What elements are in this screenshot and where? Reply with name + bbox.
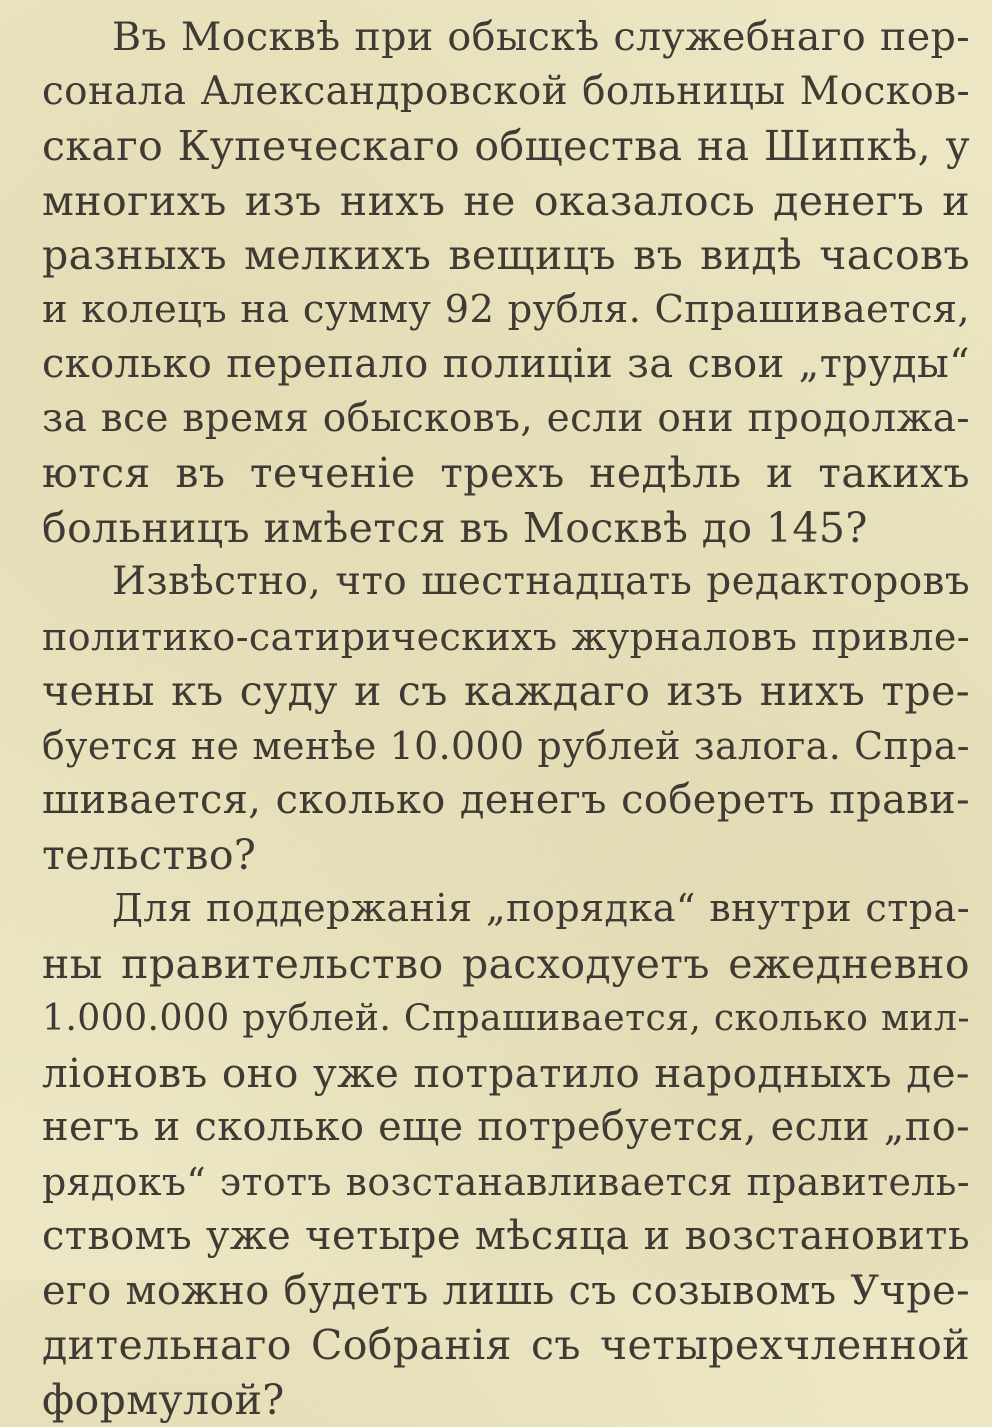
text-line: разныхъ мелкихъ вещицъ въ видѣ часовъ (42, 228, 970, 283)
text-line: буется не менѣе 10.000 рублей залога. Спра- (42, 719, 970, 774)
text-line: сколько перепало полиціи за свои „труды“ (42, 337, 970, 392)
paragraph-hospital-search (42, 10, 970, 555)
paragraph-order-spending (42, 882, 970, 1427)
text-line: рядокъ“ этотъ возстанавливается правитель- (42, 1155, 970, 1210)
text-line: политико-сатирическихъ журналовъ привле- (42, 610, 970, 665)
text-line: негъ и сколько еще потребуется, если „по- (42, 1100, 970, 1155)
text-line: чены къ суду и съ каждаго изъ нихъ тре- (42, 664, 970, 719)
text-line: больницъ имѣется въ Москвѣ до 145? (42, 501, 970, 556)
text-line: сонала Александровской больницы Москов- (42, 65, 970, 120)
text-line: ны правительство расходуетъ ежедневно (42, 937, 970, 992)
paragraph-editors-bail (42, 555, 970, 882)
text-line: скаго Купеческаго общества на Шипкѣ, у (42, 119, 970, 174)
text-line: Извѣстно, что шестнадцать редакторовъ (42, 555, 970, 610)
text-line: и колецъ на сумму 92 рубля. Спрашивается, (42, 283, 970, 338)
text-line: ствомъ уже четыре мѣсяца и возстановить (42, 1209, 970, 1264)
text-line: формулой? (42, 1373, 970, 1427)
text-line: его можно будетъ лишь съ созывомъ Учре- (42, 1264, 970, 1319)
text-line: тельство? (42, 828, 970, 883)
text-line: шивается, сколько денегъ соберетъ прави- (42, 773, 970, 828)
text-line: многихъ изъ нихъ не оказалось денегъ и (42, 174, 970, 229)
text-line: за все время обысковъ, если они продолжа- (42, 392, 970, 447)
text-line: дительнаго Собранія съ четырехчленной (42, 1318, 970, 1373)
text-line: ліоновъ оно уже потратило народныхъ де- (42, 1046, 970, 1101)
text-line: Въ Москвѣ при обыскѣ служебнаго пер- (42, 10, 970, 65)
text-line: 1.000.000 рублей. Спрашивается, сколько мил- (42, 991, 970, 1046)
text-line: Для поддержанія „порядка“ внутри стра- (42, 882, 970, 937)
text-line: ются въ теченіе трехъ недѣль и такихъ (42, 446, 970, 501)
